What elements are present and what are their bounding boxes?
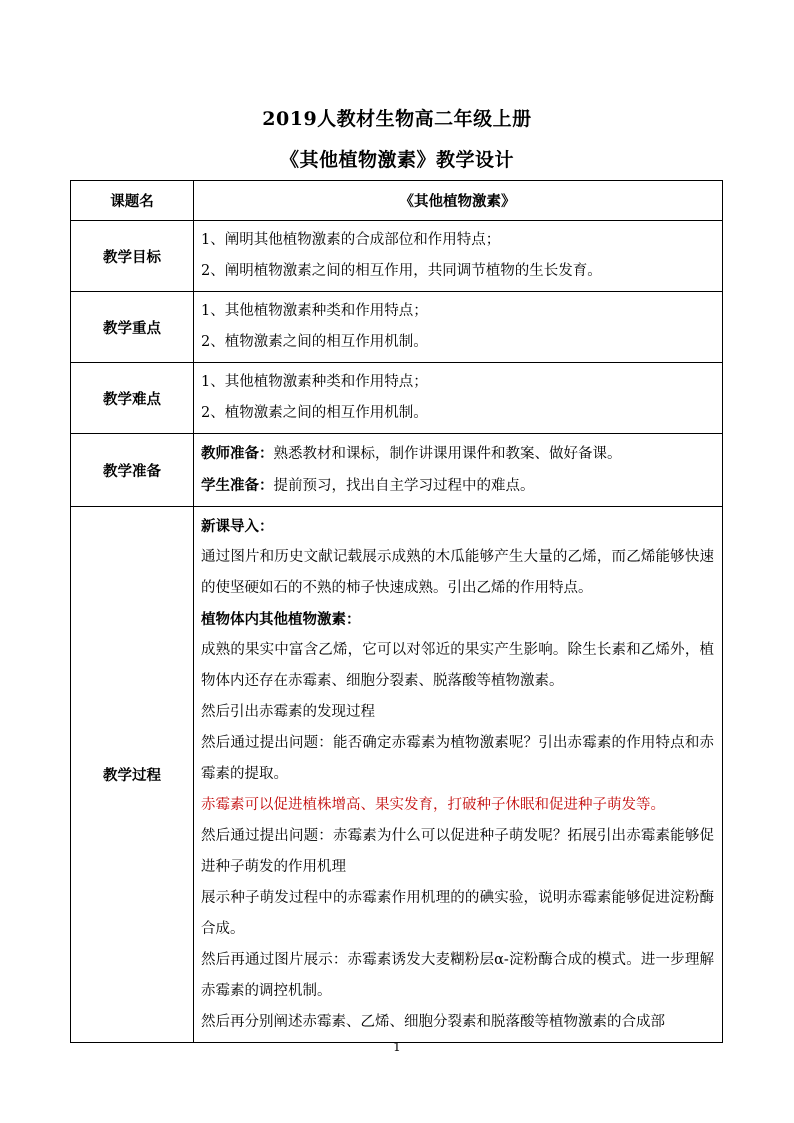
label-topic: 课题名 (71, 181, 194, 221)
key-line-2: 2、植物激素之间的相互作用机制。 (201, 334, 428, 350)
value-key (194, 292, 723, 363)
difficult-line-2: 2、植物激素之间的相互作用机制。 (201, 405, 428, 421)
key-line-1: 1、其他植物激素种类和作用特点； (201, 303, 428, 319)
process-para-3: 然后引出赤霉素的发现过程 (201, 704, 375, 720)
value-goal (194, 221, 723, 292)
process-para-2: 成熟的果实中富含乙烯，它可以对邻近的果实产生影响。除生长素和乙烯外，植物体内还存在赤霉素、细胞分裂素、脱落酸等植物激素。 (201, 642, 714, 689)
difficult-line-1: 1、其他植物激素种类和作用特点； (201, 374, 428, 390)
row-key (71, 292, 723, 363)
teacher-prep-text: 熟悉教材和课标，制作讲课用课件和教案、做好备课。 (273, 446, 622, 462)
row-difficult (71, 363, 723, 434)
student-prep (201, 470, 714, 502)
label-key: 教学重点 (71, 292, 194, 363)
document-title: 2019人教材生物高二年级上册 (262, 108, 532, 130)
teacher-prep-label: 教师准备： (201, 445, 274, 462)
goal-line-2: 2、阐明植物激素之间的相互作用，共同调节植物的生长发育。 (201, 263, 602, 279)
process-para-gibberellin-effects: 赤霉素可以促进植株增高、果实发育，打破种子休眠和促进种子萌发等。 (201, 797, 665, 813)
label-process: 教学过程 (71, 507, 194, 1043)
process-heading-other-hormones: 植物体内其他植物激素： (201, 611, 361, 628)
value-process (194, 507, 723, 1043)
process-para-9: 然后再分别阐述赤霉素、乙烯、细胞分裂素和脱落酸等植物激素的合成部 (201, 1014, 665, 1030)
process-para-4: 然后通过提出问题：能否确定赤霉素为植物激素呢？引出赤霉素的作用特点和赤霉素的提取。 (201, 735, 714, 782)
row-topic (71, 181, 723, 221)
lesson-plan-table (70, 180, 723, 1043)
label-prep: 教学准备 (71, 434, 194, 507)
label-difficult: 教学难点 (71, 363, 194, 434)
document-subtitle: 《其他植物激素》教学设计 (279, 149, 514, 171)
process-para-1: 通过图片和历史文献记载展示成熟的木瓜能够产生大量的乙烯，而乙烯能够快速的使坚硬如石的不熟的柿子快速成熟。引出乙烯的作用特点。 (201, 549, 714, 596)
process-para-8: 然后再通过图片展示：赤霉素诱发大麦糊粉层α-淀粉酶合成的模式。进一步理解赤霉素的调控机制。 (201, 952, 714, 999)
row-process (71, 507, 723, 1043)
process-heading-intro: 新课导入： (201, 518, 274, 535)
process-para-6: 然后通过提出问题：赤霉素为什么可以促进种子萌发呢？拓展引出赤霉素能够促进种子萌发的作用机理 (201, 828, 714, 875)
student-prep-label: 学生准备： (201, 477, 274, 494)
row-prep (71, 434, 723, 507)
page-number: 1 (393, 1040, 401, 1054)
student-prep-text: 提前预习，找出自主学习过程中的难点。 (273, 478, 535, 494)
teacher-prep (201, 438, 714, 470)
value-difficult (194, 363, 723, 434)
label-goal: 教学目标 (71, 221, 194, 292)
process-para-7: 展示种子萌发过程中的赤霉素作用机理的的碘实验，说明赤霉素能够促进淀粉酶合成。 (201, 890, 714, 937)
value-topic: 《其他植物激素》 (194, 181, 723, 221)
row-goal (71, 221, 723, 292)
goal-line-1: 1、阐明其他植物激素的合成部位和作用特点； (201, 232, 501, 248)
value-prep (194, 434, 723, 507)
